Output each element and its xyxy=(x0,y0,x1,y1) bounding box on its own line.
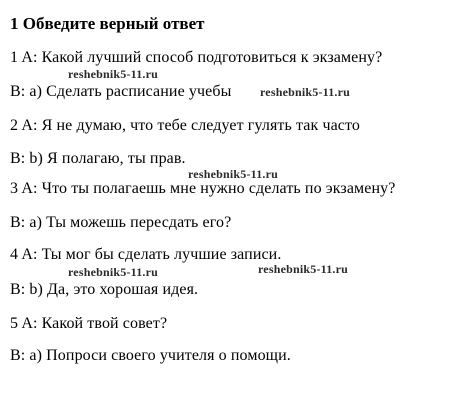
watermark: reshebnik5-11.ru xyxy=(188,167,278,181)
q4-question-line: 4 A: Ты мог бы сделать лучшие записи. xyxy=(10,246,282,263)
q1-question-line: 1 A: Какой лучший способ подготовиться к экзамену? xyxy=(10,49,383,66)
q3-question-line: 3 A: Что ты полагаешь мне нужно сделать по экзамену? xyxy=(10,180,396,197)
q1-answer-line: B: a) Сделать расписание учебы xyxy=(10,83,232,100)
exercise-title: 1 Обведите верный ответ xyxy=(10,14,205,33)
watermark: reshebnik5-11.ru xyxy=(68,265,158,279)
q4-answer-line: B: b) Да, это хорошая идея. xyxy=(10,281,199,298)
watermark: reshebnik5-11.ru xyxy=(260,85,350,99)
q2-question-line: 2 A: Я не думаю, что тебе следует гулять так часто xyxy=(10,117,360,134)
q5-answer-line: B: a) Попроси своего учителя о помощи. xyxy=(10,347,291,364)
q2-answer-line: B: b) Я полагаю, ты прав. xyxy=(10,150,186,167)
q5-question-line: 5 A: Какой твой совет? xyxy=(10,315,168,332)
q3-answer-line: B: a) Ты можешь пересдать его? xyxy=(10,214,232,231)
watermark: reshebnik5-11.ru xyxy=(68,67,158,81)
watermark: reshebnik5-11.ru xyxy=(258,262,348,276)
